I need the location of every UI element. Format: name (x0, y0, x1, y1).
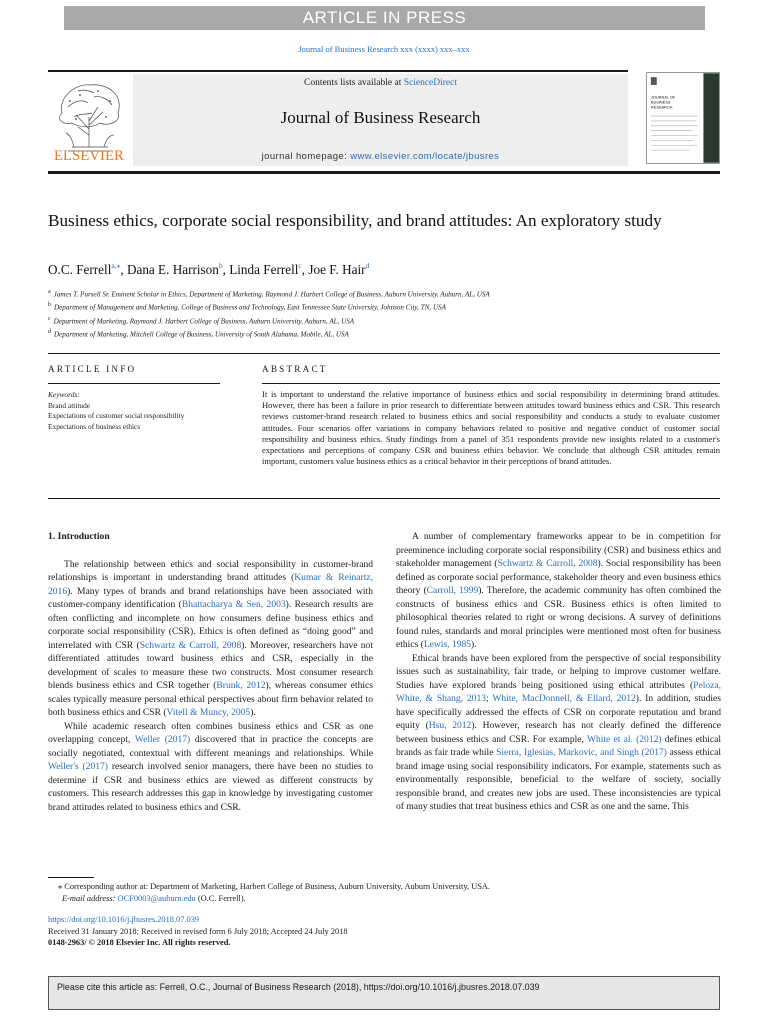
homepage-link[interactable]: www.elsevier.com/locate/jbusres (350, 151, 500, 162)
abstract-rule (262, 383, 720, 384)
cover-title-line-1: JOURNAL OF (650, 94, 676, 100)
author-name[interactable]: Dana E. Harrison (126, 262, 219, 277)
affiliation-mark: a (48, 289, 51, 295)
author-list: O.C. Ferrell$^{a,⁎}$, Dana E. Harrison$^b$, Linda Ferrell$^c$, Joe F. Hair$^d$ (48, 261, 370, 277)
abstract-heading: ABSTRACT (262, 364, 328, 374)
author-name[interactable]: O.C. Ferrell (48, 262, 112, 277)
author-name[interactable]: Joe F. Hair (308, 262, 366, 277)
affiliation-item (48, 314, 728, 327)
citation-link[interactable]: Weller (2017) (134, 734, 191, 745)
masthead-top-rule (48, 70, 628, 72)
affiliation-text: Department of Marketing, Mitchell College of Business, University of South Alabama, Mobile, AL, USA (54, 330, 349, 339)
journal-title: Journal of Business Research (280, 108, 481, 127)
abstract-text: It is important to understand the relative importance of business ethics and social responsibility in determining brand attitudes. However, there has been a failure in prior research to differentiate between attitudes toward business ethics and CSR. This research reviews customer-brand research related to business ethics and social responsibility and conducts a study to evaluate customer attitudes. Four scenarios offer variations in company behaviors related to positive and negative conduct of customer social responsibility and business ethics. Study findings from a panel of 351 respondents provide new insights related to a customer's expectations and perceptions of company CSR and business ethics behavior. We conclude that although CSR attitudes remain important, customers value business ethics as a critical behavior in their perceptions of brand attitudes. (262, 389, 720, 467)
citation-link[interactable]: Sierra, Iglesias, Markovic, and Singh (2017) (496, 747, 667, 758)
info-top-rule (48, 353, 720, 354)
article-info-rule (48, 383, 220, 384)
keyword-item: Expectations of business ethics (48, 421, 141, 431)
cover-title-line-3: RESEARCH (650, 104, 673, 110)
publisher-name: ELSEVIER (53, 148, 125, 164)
masthead-bottom-rule (48, 171, 720, 174)
citation-link[interactable]: Carroll, 1999 (426, 585, 479, 596)
footnote-mark: ⁎ (58, 882, 63, 891)
affiliation-mark: b (48, 302, 51, 309)
citation-link[interactable]: White et al. (2012) (586, 733, 662, 745)
citation-box: Please cite this article as: Ferrell, O.C., Journal of Business Research (2018), https://doi.org/10.1016/j.jbusres.2018.07.039 (48, 976, 720, 1010)
article-info-heading: ARTICLE INFO (48, 364, 137, 374)
email-suffix: (O.C. Ferrell). (197, 893, 246, 903)
footnote-text: Corresponding author at: Department of Marketing, Harbert College of Business, Auburn University, Auburn University, USA. (64, 882, 491, 891)
sciencedirect-link[interactable]: ScienceDirect (403, 78, 457, 88)
cover-title-line-2: BUSINESS (650, 99, 671, 105)
affiliation-list (48, 287, 728, 340)
citation-link[interactable]: Brunk, 2012 (216, 680, 266, 691)
affiliation-text: Department of Marketing, Raymond J. Harbert College of Business, Auburn University, Auburn, AL, USA (53, 317, 355, 326)
author-affiliation-mark[interactable]: c (298, 261, 302, 270)
contents-line (133, 78, 628, 88)
publication-info (48, 914, 548, 949)
footnote-email-line (48, 893, 548, 905)
contents-prefix: Contents lists available at (303, 78, 402, 88)
journal-cover-thumbnail[interactable] (646, 72, 720, 164)
footnote-line (48, 881, 548, 893)
journal-homepage-line (133, 151, 628, 162)
keyword-item: Brand attitude (48, 400, 91, 410)
affiliation-text: James T. Pursell Sr. Eminent Scholar in Ethics, Department of Marketing, Raymond J. Harbert College of Business, Auburn University, Auburn, AL, USA (53, 290, 490, 299)
affiliation-mark: c (48, 315, 51, 322)
affiliation-mark: d (48, 329, 51, 336)
keyword-item: Expectations of customer social responsibility (48, 411, 185, 421)
body-paragraph: The relationship between ethics and social responsibility in customer-brand relationships is important in understanding brand attitudes (Kumar & Reinartz, 2016). Many types of brands and brand relationships have been associated with customer-company identification (Bhattacharya & Sen, 2003). Research results are often conflicting and incomplete on how consumers define business ethics and corporate social responsibility (CSR). Ethics is often defined as “doing good” and interrelated with CSR (Schwartz & Carroll, 2008). Moreover, researchers have not differentiated attitudes toward business ethics and CSR, especially in the development of scales to measure these two constructs. Most consumer research blends business ethics and CSR together (Brunk, 2012), whereas consumer ethics scales typically measure personal ethical perspectives about firm behavior related to both business ethics and CSR (Vitell & Muncy, 2005). (48, 558, 374, 718)
author-affiliation-mark[interactable]: b (218, 261, 223, 270)
body-column-right (396, 530, 721, 814)
citation-link[interactable]: Kumar & Reinartz, 2016 (48, 572, 374, 597)
copyright-line: 0148-2963/ © 2018 Elsevier Inc. All rights reserved. (48, 938, 231, 947)
citation-link[interactable]: Peloza, White, & Shang, 2013 (396, 679, 721, 704)
corresponding-author-footnote (48, 881, 548, 905)
keywords-label: Keywords: (48, 390, 80, 399)
citation-link[interactable]: Weller's (2017) (48, 761, 108, 772)
affiliation-item (48, 287, 728, 300)
email-link[interactable]: OCF0003@auburn.edu (117, 893, 196, 903)
citation-link[interactable]: White, MacDonnell, & Ellard, 2012 (492, 693, 636, 704)
section-heading: 1. Introduction (48, 531, 110, 542)
citation-link[interactable]: Schwartz & Carroll, 2008 (139, 639, 242, 651)
abstract-bottom-rule (48, 498, 720, 499)
article-title: Business ethics, corporate social responsibility, and brand attitudes: An exploratory study (48, 211, 662, 230)
footnote-rule (48, 877, 94, 878)
citation-link[interactable]: Bhattacharya & Sen, 2003 (181, 599, 286, 610)
author-affiliation-mark[interactable]: d (365, 261, 370, 270)
article-in-press-banner: ARTICLE IN PRESS (64, 6, 705, 30)
affiliation-item (48, 300, 728, 313)
affiliation-text: Department of Management and Marketing, College of Business and Technology, East Tennessee State University, Johnson City, TN, USA (54, 303, 446, 312)
homepage-label: journal homepage: (261, 151, 348, 162)
journal-reference-link[interactable]: Journal of Business Research xxx (xxxx) xxx–xxx (298, 44, 470, 54)
citation-link[interactable]: Lewis, 1985 (423, 639, 472, 650)
email-label: E-mail address: (62, 893, 116, 903)
citation-link[interactable]: Schwartz & Carroll, 2008 (497, 558, 598, 569)
doi-link[interactable]: https://doi.org/10.1016/j.jbusres.2018.07.039 (48, 915, 200, 924)
keywords-block (48, 390, 248, 432)
author-name[interactable]: Linda Ferrell (229, 262, 299, 277)
body-paragraph: Ethical brands have been explored from the perspective of social responsibility issues such as sustainability, fair trade, or helping to improve customer welfare. Studies have explored brands being positioned using ethical attributes (Peloza, White, & Shang, 2013; White, MacDonnell, & Ellard, 2012). In addition, studies have specifically addressed the effects of CSR on corporate reputation and brand equity (Hsu, 2012). However, research has not clearly defined the difference between business ethics and CSR. For example, White et al. (2012) defines ethical brands as fair trade while Sierra, Iglesias, Markovic, and Singh (2017) assess ethical brand image using social responsibility indicators. For example, statements such as environmentally responsible, beneficial to the welfare of society, socially responsible brand, and creates new jobs are used. These inconsistencies are typical of many studies that treat business ethics and CSR as one and the same. This (396, 652, 722, 812)
author-affiliation-mark[interactable]: a,⁎ (111, 261, 121, 270)
received-dates: Received 31 January 2018; Received in revised form 6 July 2018; Accepted 24 July 2018 (48, 926, 348, 936)
affiliation-item (48, 327, 728, 340)
citation-link[interactable]: Vitell & Muncy, 2005 (166, 707, 251, 718)
body-paragraph: A number of complementary frameworks appear to be in competition for preeminence including corporate social responsibility (CSR) and business ethics and stakeholder management (Schwartz & Carroll, 2008). Social responsibility has been defined as corporate social performance, stakeholder theory and even business ethics theory (Carroll, 1999). Therefore, the academic community has often combined the constructs of business ethics and CSR. Business ethics is often limited to philosophical theories related to right or wrong decisions. A survey of definitions found rules, standards and moral principles were mentioned most often for business ethics (Lewis, 1985). (396, 531, 721, 650)
citation-link[interactable]: Hsu, 2012 (428, 720, 472, 731)
body-column-left (48, 530, 373, 814)
body-paragraph: While academic research often combines business ethics and CSR as one overlapping concept, Weller (2017) discovered that in practice the concepts are socially negotiated, contextual with different meanings and relationships. While Weller's (2017) research involved senior managers, there have been no studies to determine if CSR and business ethics are viewed as different constructs by customers. This research addresses this gap in knowledge by investigating customer brand attitudes related to business ethics and CSR. (48, 720, 373, 813)
